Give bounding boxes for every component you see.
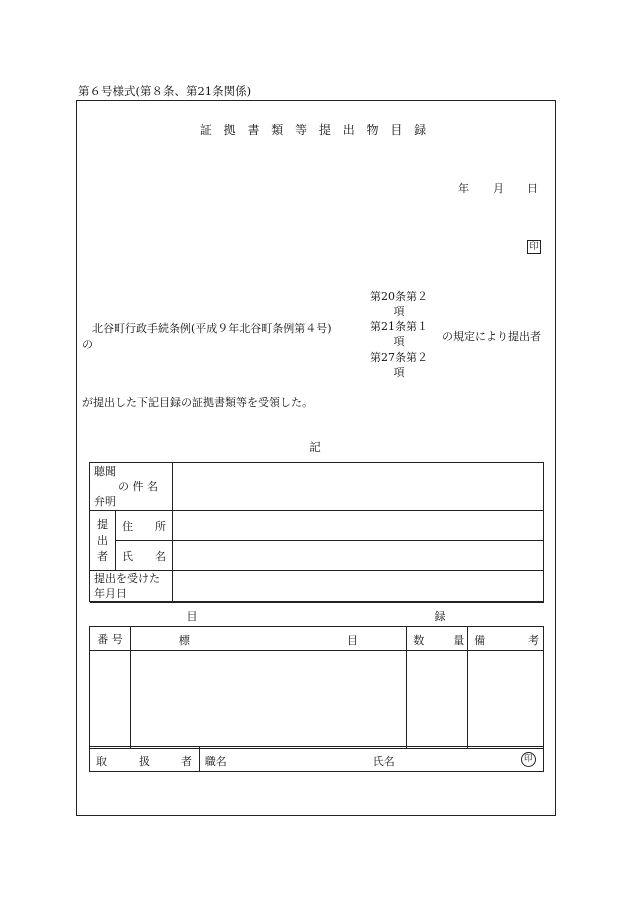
article-27-line2: 項: [393, 366, 405, 379]
received-date-label-1: 提出を受けた: [94, 572, 160, 585]
handler-label-c: 者: [181, 755, 192, 768]
article-21-line2: 項: [393, 335, 405, 348]
catalog-entry-row: [90, 651, 544, 749]
handler-table: [89, 746, 544, 772]
submitter-char-2: 出: [96, 533, 108, 547]
date-day: 日: [527, 182, 538, 195]
submitter-char-1: 提: [96, 517, 108, 531]
catalog-header: [90, 603, 544, 627]
submitter-label: [90, 511, 116, 571]
received-date-value[interactable]: [172, 571, 543, 602]
col-remarks-a: 備: [474, 634, 486, 647]
case-label: [90, 463, 173, 511]
col-number: 番 号: [90, 627, 131, 651]
received-date-label-2: 年月日: [94, 587, 127, 600]
column-header-row: [90, 627, 544, 651]
col-item: [130, 627, 406, 651]
received-date-row: [90, 571, 544, 602]
entry-number[interactable]: [90, 651, 131, 749]
statement-prefix: 北谷町行政手続条例(平成９年北谷町条例第４号): [92, 322, 332, 335]
seal-mark-top: 印: [527, 240, 541, 254]
received-date-label: [90, 571, 173, 602]
entry-quantity[interactable]: [407, 651, 468, 749]
case-value[interactable]: [172, 463, 543, 511]
handler-label-b: 扱: [139, 755, 150, 768]
case-row: [90, 463, 544, 511]
col-remarks: [468, 627, 544, 651]
handler-name-label: 氏名: [372, 755, 395, 768]
date-month: 月: [493, 182, 504, 195]
case-label-bottom: 弁明: [94, 495, 116, 508]
entry-remarks[interactable]: [468, 651, 544, 749]
catalog-table: [89, 602, 544, 749]
case-label-mid: の 件 名: [118, 480, 158, 493]
article-20-line1: 第20条第２: [370, 290, 428, 303]
catalog-header-right: 録: [434, 610, 446, 623]
entry-item[interactable]: [130, 651, 406, 749]
submitter-address-row: [90, 511, 544, 541]
col-item-mark: 標: [178, 634, 190, 647]
submitter-name-row: [90, 541, 544, 571]
ki-heading: 記: [309, 440, 321, 454]
catalog-header-left: 目: [186, 610, 198, 623]
case-info-table: [89, 462, 544, 602]
catalog-header-row: [90, 603, 544, 627]
statement-line2: が提出した下記目録の証拠書類等を受領した。: [82, 396, 313, 409]
col-quantity-b: 量: [453, 634, 465, 647]
form-title: 証 拠 書 類 等 提 出 物 目 録: [199, 123, 431, 137]
article-20-line2: 項: [393, 305, 405, 318]
statement-prefix-no: の: [82, 338, 93, 351]
submitter-char-3: 者: [96, 549, 108, 563]
col-remarks-b: 考: [528, 634, 540, 647]
handler-label-a: 取: [96, 755, 107, 768]
handler-label: [90, 747, 200, 772]
statement-suffix: の規定により提出者: [442, 330, 541, 343]
case-label-top: 聴聞: [94, 465, 116, 478]
date-year: 年: [458, 182, 469, 195]
address-label: 住 所: [115, 511, 172, 541]
col-quantity: [407, 627, 468, 651]
name-value[interactable]: [172, 541, 543, 571]
handler-title-label: 職名: [204, 755, 227, 768]
article-21-line1: 第21条第１: [370, 320, 428, 333]
col-item-name: 目: [346, 634, 358, 647]
form-label: 第６号様式(第８条、第21条関係): [78, 84, 252, 98]
name-label: 氏 名: [115, 541, 172, 571]
address-value[interactable]: [172, 511, 543, 541]
handler-seal-mark: 印: [521, 752, 536, 767]
handler-row: [90, 747, 544, 772]
article-27-line1: 第27条第２: [370, 351, 428, 364]
handler-value[interactable]: [199, 747, 543, 772]
col-quantity-a: 数: [413, 634, 425, 647]
